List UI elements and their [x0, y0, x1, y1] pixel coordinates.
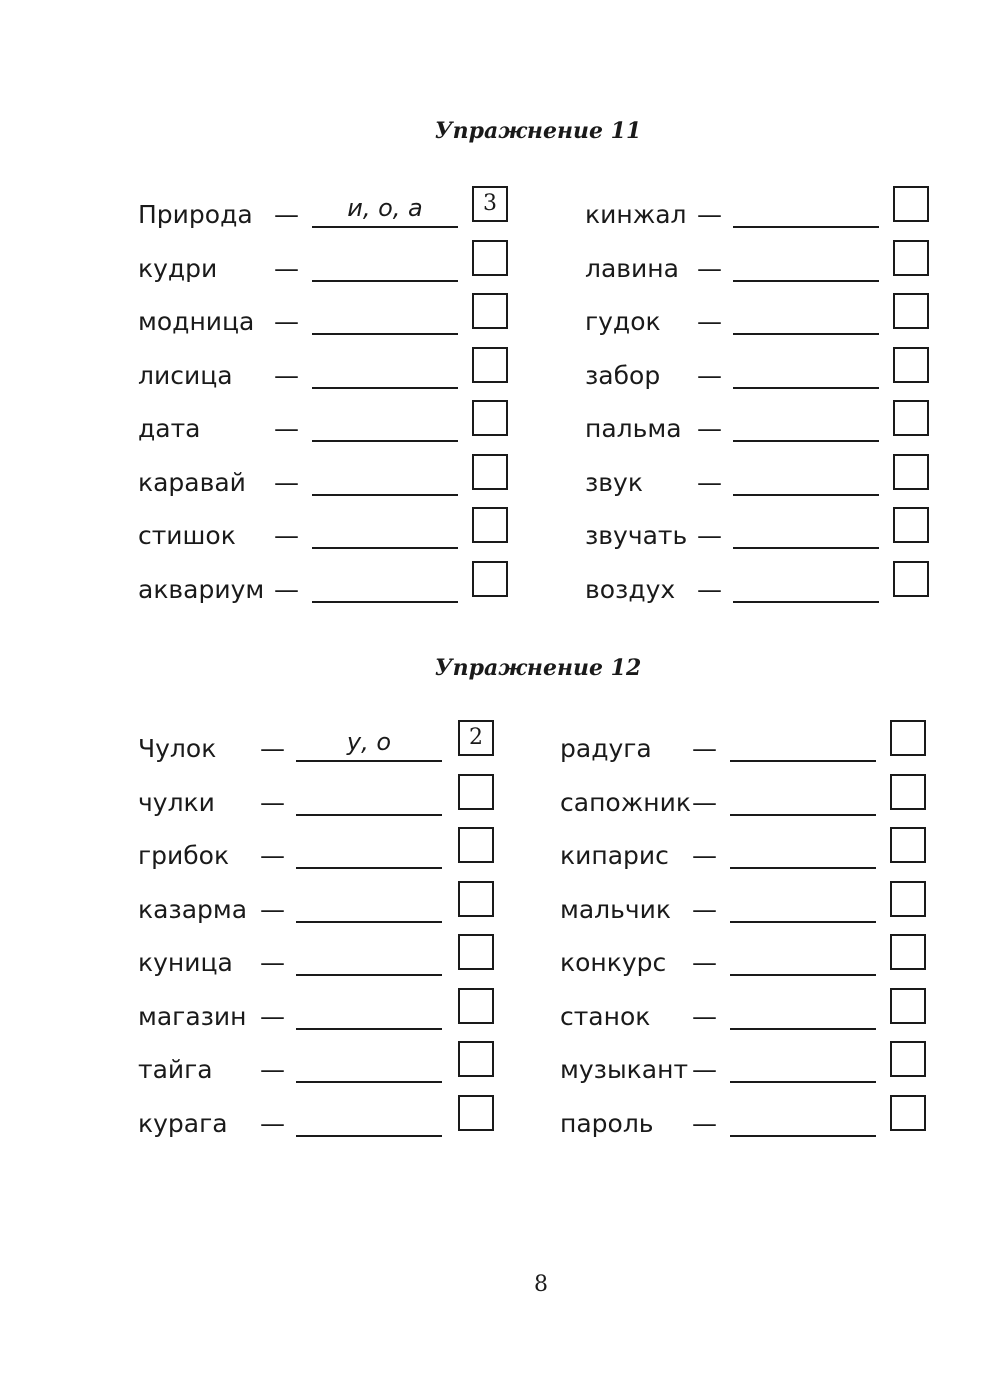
dash-separator: — — [274, 467, 299, 497]
answer-line[interactable] — [733, 494, 879, 496]
answer-line[interactable] — [296, 1081, 442, 1083]
exercise-row — [560, 734, 960, 778]
count-box[interactable] — [893, 507, 929, 543]
answer-line[interactable] — [730, 867, 876, 869]
answer-text: у, о — [346, 728, 392, 756]
word-label: тайга — [138, 1055, 213, 1084]
word-label: дата — [138, 414, 201, 443]
count-box[interactable] — [472, 507, 508, 543]
dash-separator: — — [692, 1108, 717, 1138]
exercise-row — [585, 468, 985, 512]
count-box[interactable] — [893, 454, 929, 490]
page-number: 8 — [534, 1272, 548, 1297]
word-label: конкурс — [560, 948, 667, 977]
word-label: каравай — [138, 467, 246, 497]
exercise-row — [138, 521, 538, 565]
exercise-row — [138, 1055, 538, 1099]
word-label: воздух — [585, 574, 676, 604]
exercise-row — [138, 1109, 538, 1153]
dash-separator: — — [260, 894, 285, 924]
dash-separator: — — [260, 1055, 285, 1084]
count-box[interactable] — [472, 454, 508, 490]
dash-separator: — — [692, 841, 717, 870]
answer-line[interactable] — [733, 333, 879, 335]
exercise-row — [138, 841, 538, 885]
word-label: аквариум — [138, 574, 265, 604]
count-box[interactable] — [890, 881, 926, 917]
answer-line[interactable] — [730, 1135, 876, 1137]
exercise-row — [560, 841, 960, 885]
dash-separator: — — [260, 787, 285, 817]
word-label: звук — [585, 467, 643, 497]
word-label: Чулок — [138, 734, 217, 763]
word-label: чулки — [138, 787, 215, 817]
count-box[interactable] — [458, 774, 494, 810]
word-label: радуга — [560, 734, 652, 763]
dash-separator: — — [274, 360, 299, 390]
answer-line[interactable] — [296, 867, 442, 869]
dash-separator: — — [274, 521, 299, 550]
word-label: стишок — [138, 521, 236, 550]
exercise-row — [138, 468, 538, 512]
exercise-row — [560, 948, 960, 992]
dash-separator: — — [692, 1055, 717, 1084]
dash-separator: — — [697, 200, 722, 229]
count-box[interactable] — [458, 988, 494, 1024]
exercise-row — [138, 1002, 538, 1046]
answer-line[interactable] — [312, 494, 458, 496]
word-label: пальма — [585, 414, 682, 443]
exercise-11-title: Упражнение 11 — [434, 118, 642, 144]
answer-line[interactable] — [730, 921, 876, 923]
count-box[interactable] — [458, 827, 494, 863]
count-box[interactable] — [893, 293, 929, 329]
dash-separator: — — [697, 360, 722, 390]
word-label: станок — [560, 1001, 651, 1031]
dash-separator: — — [697, 307, 722, 336]
exercise-row — [560, 1055, 960, 1099]
dash-separator: — — [260, 948, 285, 977]
exercise-row — [585, 254, 985, 298]
answer-line[interactable] — [312, 547, 458, 549]
answer-line[interactable] — [733, 387, 879, 389]
count-box[interactable] — [890, 934, 926, 970]
count-box[interactable] — [472, 240, 508, 276]
exercise-row — [560, 788, 960, 832]
answer-line[interactable] — [312, 226, 458, 228]
count-box[interactable] — [893, 561, 929, 597]
count-box[interactable] — [458, 881, 494, 917]
count-box[interactable] — [890, 1041, 926, 1077]
count-box[interactable] — [472, 347, 508, 383]
exercise-row — [138, 788, 538, 832]
word-label: лавина — [585, 253, 679, 283]
count-box[interactable]: 2 — [458, 720, 494, 756]
answer-line[interactable] — [733, 547, 879, 549]
exercise-row — [138, 307, 538, 351]
count-box[interactable] — [893, 240, 929, 276]
dash-separator: — — [697, 414, 722, 443]
answer-line[interactable] — [296, 760, 442, 762]
answer-line[interactable] — [733, 280, 879, 282]
exercise-row — [138, 895, 538, 939]
word-label: сапожник — [560, 787, 691, 817]
exercise-row — [138, 948, 538, 992]
dash-separator: — — [692, 734, 717, 763]
count-box[interactable] — [893, 347, 929, 383]
exercise-row — [560, 895, 960, 939]
count-box[interactable] — [458, 934, 494, 970]
exercise-row — [138, 725, 538, 778]
dash-separator: — — [274, 414, 299, 443]
count-box[interactable] — [890, 1095, 926, 1131]
answer-text: и, о, а — [347, 194, 423, 222]
count-box[interactable] — [890, 827, 926, 863]
answer-line[interactable] — [733, 226, 879, 228]
answer-line[interactable] — [730, 1081, 876, 1083]
exercise-row — [138, 361, 538, 405]
dash-separator: — — [697, 253, 722, 283]
answer-line[interactable] — [296, 921, 442, 923]
count-box[interactable]: 3 — [472, 186, 508, 222]
exercise-row — [585, 575, 985, 619]
count-box[interactable] — [472, 400, 508, 436]
word-label: магазин — [138, 1001, 247, 1031]
count-box[interactable] — [458, 1041, 494, 1077]
answer-line[interactable] — [312, 440, 458, 442]
word-label: куница — [138, 948, 233, 977]
answer-line[interactable] — [296, 1135, 442, 1137]
answer-line[interactable] — [312, 387, 458, 389]
answer-line[interactable] — [312, 601, 458, 603]
dash-separator: — — [260, 1001, 285, 1031]
dash-separator: — — [260, 734, 285, 763]
word-label: мальчик — [560, 894, 672, 924]
dash-separator: — — [274, 307, 299, 336]
word-label: кудри — [138, 253, 218, 283]
word-label: забор — [585, 360, 661, 390]
word-label: гудок — [585, 307, 661, 336]
word-label: курага — [138, 1108, 228, 1138]
count-box[interactable] — [472, 561, 508, 597]
exercise-row — [138, 575, 538, 619]
dash-separator: — — [697, 467, 722, 497]
exercise-row — [585, 361, 985, 405]
answer-line[interactable] — [730, 1028, 876, 1030]
answer-line[interactable] — [312, 280, 458, 282]
answer-line[interactable] — [730, 760, 876, 762]
dash-separator: — — [274, 253, 299, 283]
word-label: пароль — [560, 1108, 654, 1138]
count-box[interactable] — [890, 720, 926, 756]
exercise-row — [138, 254, 538, 298]
count-box[interactable] — [893, 186, 929, 222]
dash-separator: — — [692, 948, 717, 977]
exercise-row — [138, 191, 538, 244]
dash-separator: — — [692, 894, 717, 924]
word-label: Природа — [138, 200, 253, 229]
word-label: казарма — [138, 894, 248, 924]
exercise-row — [138, 414, 538, 458]
exercise-row — [585, 200, 985, 244]
answer-line[interactable] — [296, 814, 442, 816]
dash-separator: — — [692, 787, 717, 817]
count-box[interactable] — [458, 1095, 494, 1131]
word-label: звучать — [585, 521, 688, 550]
exercise-row — [560, 1109, 960, 1153]
dash-separator: — — [697, 574, 722, 604]
word-label: музыкант — [560, 1055, 689, 1084]
word-label: кипарис — [560, 841, 669, 870]
exercise-row — [585, 521, 985, 565]
count-box[interactable] — [890, 988, 926, 1024]
dash-separator: — — [274, 200, 299, 229]
dash-separator: — — [260, 1108, 285, 1138]
answer-line[interactable] — [733, 601, 879, 603]
dash-separator: — — [692, 1001, 717, 1031]
exercise-12-title: Упражнение 12 — [434, 655, 642, 681]
exercise-row — [585, 414, 985, 458]
answer-line[interactable] — [296, 974, 442, 976]
exercise-row — [560, 1002, 960, 1046]
answer-line[interactable] — [312, 333, 458, 335]
answer-line[interactable] — [730, 814, 876, 816]
dash-separator: — — [697, 521, 722, 550]
count-box[interactable] — [472, 293, 508, 329]
word-label: модница — [138, 307, 255, 336]
word-label: грибок — [138, 841, 230, 870]
answer-line[interactable] — [730, 974, 876, 976]
word-label: лисица — [138, 360, 233, 390]
word-label: кинжал — [585, 200, 687, 229]
count-box[interactable] — [890, 774, 926, 810]
answer-line[interactable] — [733, 440, 879, 442]
exercise-row — [585, 307, 985, 351]
answer-line[interactable] — [296, 1028, 442, 1030]
count-box[interactable] — [893, 400, 929, 436]
dash-separator: — — [274, 574, 299, 604]
dash-separator: — — [260, 841, 285, 870]
